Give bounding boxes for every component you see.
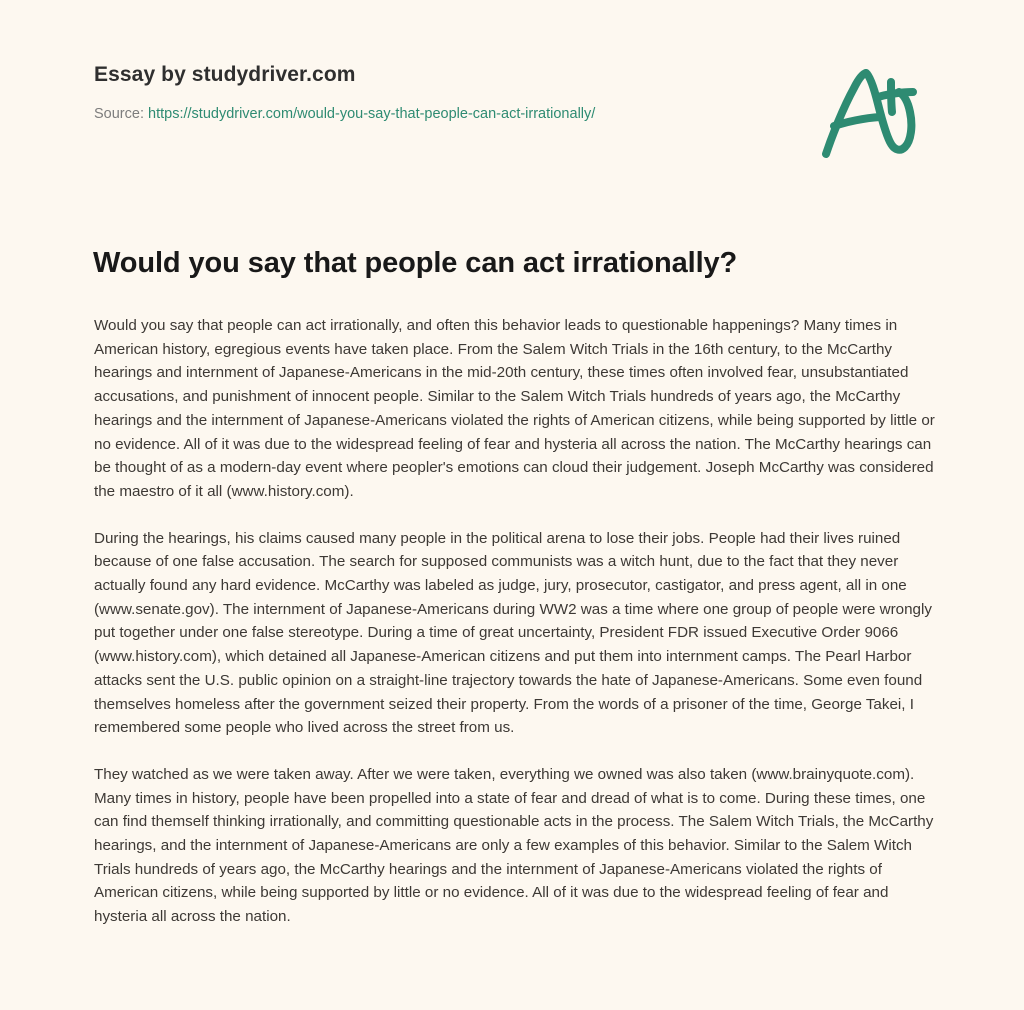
source-line <box>94 105 935 124</box>
a-plus-icon <box>812 58 924 166</box>
studydriver-a-plus-logo <box>812 58 924 166</box>
page-header <box>94 62 935 124</box>
source-label: Source: <box>94 106 144 123</box>
page-title: Would you say that people can act irrationally? <box>93 247 738 279</box>
source-url-link[interactable]: https://studydriver.com/would-you-say-that-people-can-act-irrationally/ <box>148 106 596 123</box>
essay-body <box>94 314 939 929</box>
essay-paragraph: They watched as we were taken away. After we were taken, everything we owned was also taken (www.brainyquote.com). Many times in history, people have been propelled into a state of fear and dread of what is to come. During these times, one can find themself thinking irrationally, and committing questionable acts in the process. The Salem Witch Trials, the McCarthy hearings, and the internment of Japanese-Americans are only a few examples of this behavior. Similar to the Salem Witch Trials hundreds of years ago, the McCarthy hearings and the internment of Japanese-Americans violated the rights of American citizens, while being supported by little or no evidence. All of it was due to the widespread feeling of fear and hysteria all across the nation. <box>94 765 934 926</box>
essay-paragraph: Would you say that people can act irrationally, and often this behavior leads to questionable happenings? Many times in American history, egregious events have taken place. From the Salem Witch Trials in the 16th century, to the McCarthy hearings and internment of Japanese-Americans in the mid-20th century, these times often involved fear, unsubstantiated accusations, and punishment of innocent people. Similar to the Salem Witch Trials hundreds of years ago, the McCarthy hearings and the internment of Japanese-Americans violated the rights of American citizens, while being supported by little or no evidence. All of it was due to the widespread feeling of fear and hysteria all across the nation. The McCarthy hearings can be thought of as a modern-day event where peopler's emotions can cloud their judgement. Joseph McCarthy was considered the maestro of it all (www.history.com). <box>94 317 935 500</box>
essay-paragraph: During the hearings, his claims caused many people in the political arena to lose their jobs. People had their lives ruined because of one false accusation. The search for supposed communists was a witch hunt, due to the fact that they never actually found any hard evidence. McCarthy was labeled as judge, jury, prosecutor, castigator, and press agent, all in one (www.senate.gov). The internment of Japanese-Americans during WW2 was a time where one group of people were wrongly put together under one false stereotype. During a time of great uncertainty, President FDR issued Executive Order 9066 (www.history.com), which detained all Japanese-American citizens and put them into internment camps. The Pearl Harbor attacks sent the U.S. public opinion on a straight-line trajectory towards the hate of Japanese-Americans. Some even found themselves homeless after the government seized their property. From the words of a prisoner of the time, George Takei, I remembered some people who lived across the street from us. <box>94 529 932 737</box>
site-byline: Essay by studydriver.com <box>94 63 356 86</box>
